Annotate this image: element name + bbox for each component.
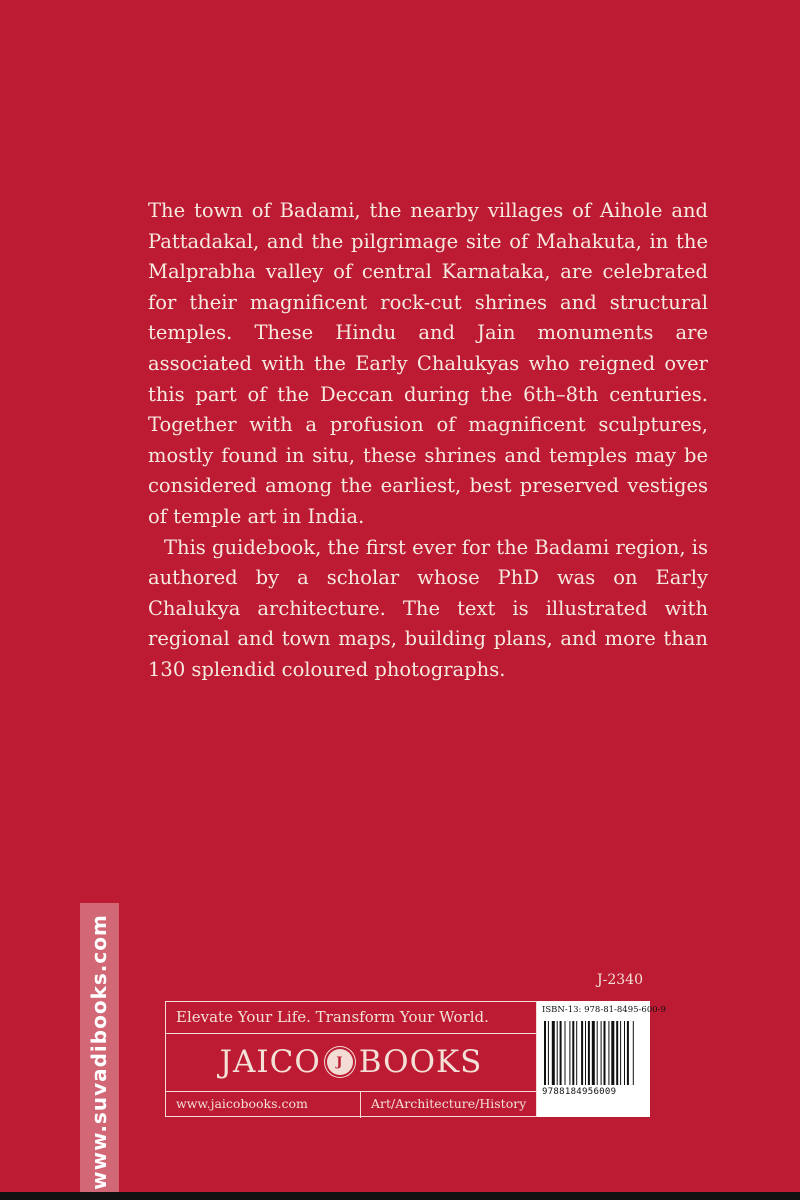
publisher-website: www.jaicobooks.com — [176, 1096, 308, 1111]
watermark-text: www.suvadibooks.com — [87, 914, 111, 1190]
divider-bottom — [166, 1091, 536, 1092]
book-category: Art/Architecture/History — [371, 1096, 527, 1111]
publisher-panel — [165, 1001, 537, 1117]
bottom-edge — [0, 1192, 800, 1200]
barcode-digits: 9788184956009 — [542, 1087, 617, 1097]
barcode-icon — [544, 1021, 643, 1085]
catalog-code: J-2340 — [597, 972, 643, 988]
isbn-label: ISBN-13: 978-81-8495-600-9 — [542, 1005, 666, 1015]
blurb-paragraph-1: The town of Badami, the nearby villages of Aihole and Pattadakal, and the pilgrimage site of Mahakuta, in the Malprabha valley of central Karnataka, are celebrated for their magnificent rock-cut shrines and structural temples. These Hindu and Jain monuments are associated with the Early Chalukyas who reigned over this part of the Deccan during the 6th–8th centuries. Together with a profusion of magnificent sculptures, mostly found in situ, these shrines and temples may be considered among the earliest, best preserved vestiges of temple art in India. — [148, 199, 708, 528]
blurb-paragraph-2: This guidebook, the first ever for the Badami region, is authored by a scholar whose PhD was on Early Chalukya architecture. The text is illustrated with regional and town maps, building plans, and more than 130 splendid coloured photographs. — [148, 535, 708, 681]
publisher-name-right: BOOKS — [358, 1044, 483, 1080]
publisher-logo — [166, 1037, 536, 1087]
back-cover-blurb — [148, 196, 708, 686]
divider-top — [166, 1033, 536, 1034]
publisher-tagline: Elevate Your Life. Transform Your World. — [176, 1008, 489, 1026]
divider-vertical — [360, 1091, 361, 1118]
barcode-panel — [537, 1001, 666, 1117]
publisher-name-left: JAICO — [219, 1044, 321, 1080]
jaico-emblem-icon: J — [327, 1049, 353, 1075]
